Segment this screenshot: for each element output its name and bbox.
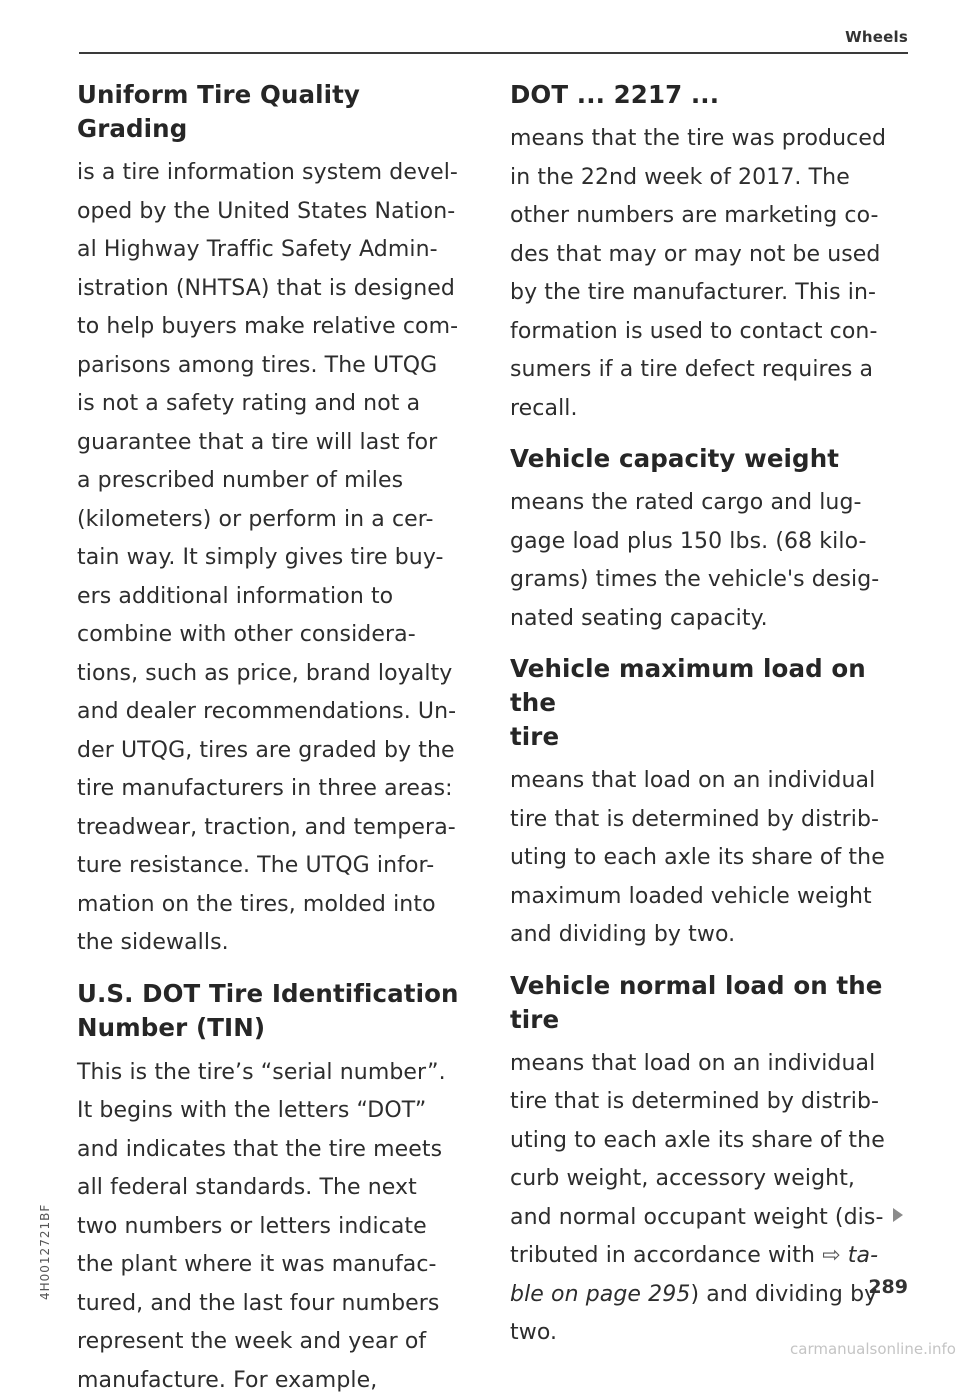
text-line: recall. — [510, 396, 578, 421]
text-line: uting to each axle its share of the — [510, 845, 885, 870]
max-load-heading-line: tire — [510, 722, 559, 751]
text-line: curb weight, accessory weight, — [510, 1166, 855, 1191]
text-line: istration (NHTSA) that is designed — [77, 276, 455, 301]
document-code: 4H0012721BF — [38, 1204, 52, 1300]
text-line: maximum loaded vehicle weight — [510, 884, 872, 909]
text-line: tire that is determined by distrib- — [510, 1089, 879, 1114]
tin-heading-line: Number (TIN) — [77, 1013, 265, 1042]
text-line: ers additional information to — [77, 584, 393, 609]
text-line: means that load on an individual — [510, 1051, 875, 1076]
text-line: is not a safety rating and not a — [77, 391, 420, 416]
page-reference-text: ta- — [848, 1243, 878, 1268]
text-line: the plant where it was manufac- — [77, 1252, 437, 1277]
normal-load-heading: Vehicle normal load on the tire — [510, 969, 910, 1037]
text-line: ) and dividing by — [690, 1282, 877, 1307]
text-line: in the 22nd week of 2017. The — [510, 165, 850, 190]
text-line: tributed in accordance with — [510, 1243, 822, 1268]
text-line: by the tire manufacturer. This in- — [510, 280, 876, 305]
text-line: ture resistance. The UTQG infor- — [77, 853, 434, 878]
tin-paragraph — [77, 1054, 467, 1400]
tin-heading — [77, 977, 467, 1045]
watermark: carmanualsonline.info — [790, 1340, 956, 1358]
text-line: It begins with the letters “DOT” — [77, 1098, 426, 1123]
text-line: guarantee that a tire will last for — [77, 430, 437, 455]
text-line: and dividing by two. — [510, 922, 735, 947]
text-line: This is the tire’s “serial number”. — [77, 1060, 446, 1085]
text-line: parisons among tires. The UTQG — [77, 353, 437, 378]
text-line: the sidewalls. — [77, 930, 229, 955]
page-number: 289 — [868, 1276, 908, 1298]
page-reference-text: ble on page 295 — [510, 1282, 690, 1307]
text-line: uting to each axle its share of the — [510, 1128, 885, 1153]
text-line: all federal standards. The next — [77, 1175, 417, 1200]
utqg-heading: Uniform Tire Quality Grading — [77, 78, 467, 146]
text-line: al Highway Traffic Safety Admin- — [77, 237, 438, 262]
text-line: and indicates that the tire meets — [77, 1137, 442, 1162]
right-column — [510, 78, 910, 1353]
section-title: Wheels — [845, 28, 908, 46]
text-line: nated seating capacity. — [510, 606, 768, 631]
text-line: mation on the tires, molded into — [77, 892, 436, 917]
text-line: des that may or may not be used — [510, 242, 881, 267]
text-line: two. — [510, 1320, 557, 1345]
cross-reference-arrow-icon: ⇨ — [822, 1243, 841, 1268]
text-line: tire that is determined by distrib- — [510, 807, 879, 832]
text-line: (kilometers) or perform in a cer- — [77, 507, 434, 532]
text-line: to help buyers make relative com- — [77, 314, 458, 339]
text-line: means the rated cargo and lug- — [510, 490, 862, 515]
text-line: der UTQG, tires are graded by the — [77, 738, 455, 763]
text-line: a prescribed number of miles — [77, 468, 403, 493]
text-line: means that the tire was produced — [510, 126, 886, 151]
text-line: and normal occupant weight (dis- — [510, 1205, 884, 1230]
text-line: and dealer recommendations. Un- — [77, 699, 456, 724]
tin-heading-line: U.S. DOT Tire Identification — [77, 979, 459, 1008]
text-line: tured, and the last four numbers — [77, 1291, 439, 1316]
text-line: represent the week and year of — [77, 1329, 426, 1354]
max-load-paragraph — [510, 762, 910, 955]
max-load-heading — [510, 652, 910, 754]
utqg-paragraph — [77, 154, 467, 963]
text-line: other numbers are marketing co- — [510, 203, 879, 228]
text-line: gage load plus 150 lbs. (68 kilo- — [510, 529, 867, 554]
text-line: tions, such as price, brand loyalty — [77, 661, 452, 686]
text-line: manufacture. For example, — [77, 1368, 377, 1393]
text-line: tire manufacturers in three areas: — [77, 776, 453, 801]
text-line: sumers if a tire defect requires a — [510, 357, 873, 382]
text-line: two numbers or letters indicate — [77, 1214, 427, 1239]
header-rule — [79, 52, 908, 54]
text-line: is a tire information system devel- — [77, 160, 458, 185]
text-line: treadwear, traction, and tempera- — [77, 815, 456, 840]
dot-example-heading: DOT ... 2217 ... — [510, 78, 910, 112]
continue-arrow-icon — [893, 1208, 903, 1222]
text-line: oped by the United States Nation- — [77, 199, 455, 224]
text-line: grams) times the vehicle's desig- — [510, 567, 879, 592]
text-line: means that load on an individual — [510, 768, 875, 793]
left-column — [77, 78, 467, 1400]
capacity-weight-heading: Vehicle capacity weight — [510, 442, 910, 476]
max-load-heading-line: Vehicle maximum load on the — [510, 654, 866, 717]
normal-load-paragraph — [510, 1045, 910, 1353]
text-line: formation is used to contact con- — [510, 319, 878, 344]
dot-paragraph — [510, 120, 910, 428]
text-line: combine with other considera- — [77, 622, 416, 647]
capacity-paragraph — [510, 484, 910, 638]
text-line: tain way. It simply gives tire buy- — [77, 545, 444, 570]
